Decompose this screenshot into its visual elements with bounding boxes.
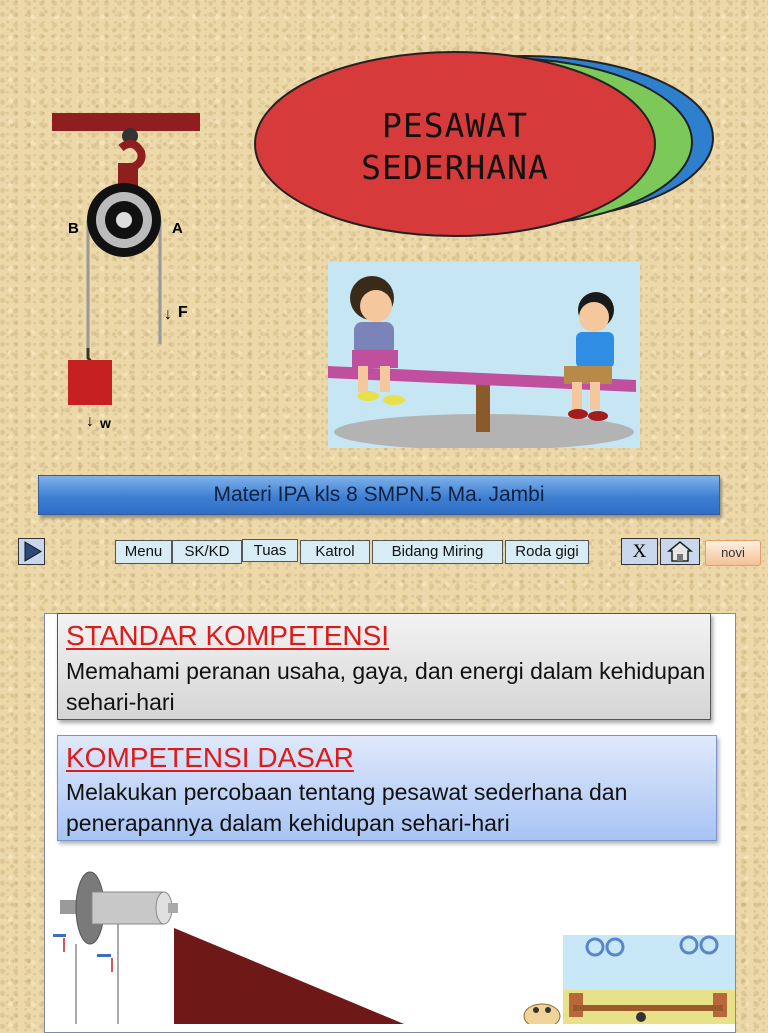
- pulley-label-w: w: [100, 415, 111, 431]
- seesaw-picture: [328, 262, 640, 448]
- weight-arrow-icon: ↓: [86, 413, 94, 430]
- gear-cartoon-picture: [563, 935, 735, 1024]
- standar-kompetensi-text: Memahami peranan usaha, gaya, dan energi dalam kehidupan sehari-hari: [66, 658, 706, 715]
- pulley-label-a: A: [172, 220, 183, 237]
- nav-tuas-button[interactable]: Tuas: [242, 539, 298, 562]
- play-icon: [19, 539, 44, 564]
- home-icon: [661, 539, 699, 564]
- title-line-1: PESAWAT: [381, 106, 529, 145]
- title-line-2: SEDERHANA: [361, 148, 549, 187]
- nav-roda-gigi-button[interactable]: Roda gigi: [505, 540, 589, 564]
- wheel-axle-illustration: [50, 868, 180, 1024]
- pulley-label-f: F: [178, 304, 188, 321]
- pulley-label-b: B: [68, 220, 79, 237]
- kompetensi-dasar-box: [57, 735, 717, 841]
- cartoon-character-picture: [518, 996, 562, 1024]
- novi-button[interactable]: novi: [705, 540, 761, 566]
- standar-kompetensi-heading: STANDAR KOMPETENSI: [66, 620, 390, 651]
- force-arrow-icon: ↓: [164, 306, 172, 323]
- pulley-illustration: [48, 108, 208, 438]
- standar-kompetensi-box: [57, 613, 711, 720]
- nav-bidang-miring-button[interactable]: Bidang Miring: [372, 540, 503, 564]
- close-button[interactable]: X: [621, 538, 658, 565]
- course-banner: Materi IPA kls 8 SMPN.5 Ma. Jambi: [38, 475, 720, 515]
- nav-menu-button[interactable]: Menu: [115, 540, 172, 564]
- nav-katrol-button[interactable]: Katrol: [300, 540, 370, 564]
- home-button[interactable]: [660, 538, 700, 565]
- kompetensi-dasar-heading: KOMPETENSI DASAR: [66, 742, 354, 773]
- inclined-plane-illustration: [174, 928, 404, 1024]
- page-title: [335, 105, 575, 189]
- title-graphic: [250, 50, 720, 250]
- play-button[interactable]: [18, 538, 45, 565]
- nav-skkd-button[interactable]: SK/KD: [172, 540, 242, 564]
- kompetensi-dasar-text: Melakukan percobaan tentang pesawat sederhana dan penerapannya dalam kehidupan sehari-hari: [66, 779, 628, 836]
